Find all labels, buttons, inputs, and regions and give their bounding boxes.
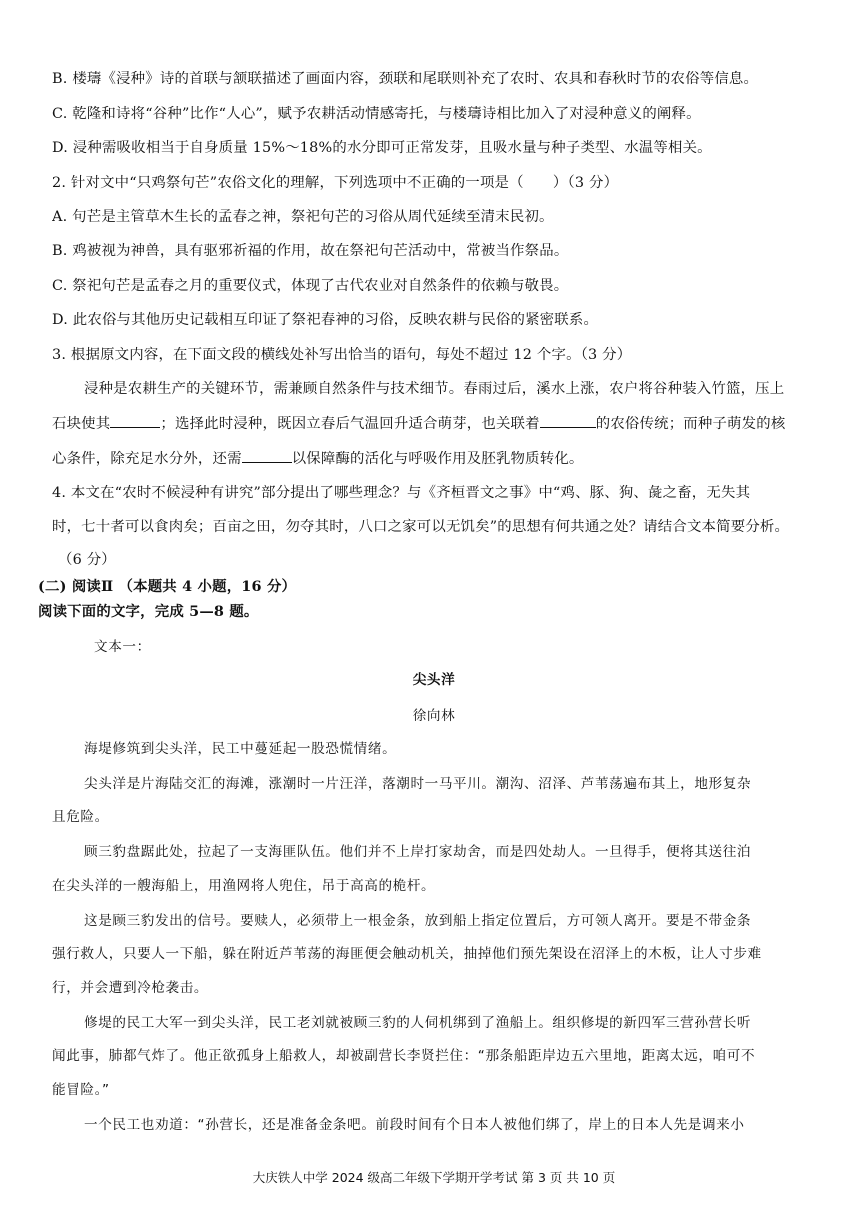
story-paragraph: 这是顾三豹发出的信号。要赎人，必须带上一根金条，放到船上指定位置后，方可领人离开。要是不带金条: [84, 913, 752, 929]
fill-blank-3[interactable]: [242, 448, 292, 463]
q3-text: 石块使其: [52, 416, 111, 432]
story-paragraph-cont: 能冒险。”: [52, 1082, 110, 1098]
story-paragraph: 顾三豹盘踞此处，拉起了一支海匪队伍。他们并不上岸打家劫舍，而是四处劫人。一旦得手，便将其送往泊: [84, 844, 752, 860]
story-paragraph: 尖头洋是片海陆交汇的海滩，涨潮时一片汪洋，落潮时一马平川。潮沟、沼泽、芦苇荡遍布其上，地形复杂: [84, 776, 752, 792]
story-paragraph: 修堤的民工大军一到尖头洋，民工老刘就被顾三豹的人伺机绑到了渔船上。组织修堤的新四军三营孙营长听: [84, 1015, 752, 1031]
q2-option-a: A. 句芒是主管草木生长的孟春之神，祭祀句芒的习俗从周代延续至清末民初。: [52, 209, 554, 225]
story-paragraph-cont: 且危险。: [52, 809, 109, 825]
section-heading: (二) 阅读Ⅱ （本题共 4 小题，16 分）: [38, 578, 297, 595]
story-paragraph-cont: 闻此事，肺都气炸了。他正欲孤身上船救人，却被副营长李贤拦住：“那条船距岸边五六里地，距离太远，咱可不: [52, 1048, 756, 1064]
q2-stem: 2. 针对文中“只鸡祭句芒”农俗文化的理解，下列选项中不正确的一项是（ ）（3 分）: [52, 175, 619, 191]
fill-blank-1[interactable]: [110, 413, 160, 428]
fill-blank-2[interactable]: [540, 413, 596, 428]
q3-text: ；选择此时浸种，既因立春后气温回升适合萌芽，也关联着: [160, 416, 540, 432]
q1-option-d: D. 浸种需吸收相当于自身质量 15%～18%的水分即可正常发芽，且吸水量与种子类型、水温等相关。: [52, 140, 712, 156]
story-paragraph-cont: 强行救人，只要人一下船，躲在附近芦苇荡的海匪便会触动机关，抽掉他们预先架设在沼泽上的木板，让人寸步难: [52, 946, 762, 962]
q4-score: （6 分）: [58, 552, 116, 568]
q3-text: 的农俗传统；而种子萌发的核: [595, 416, 786, 432]
q1-option-b: B. 楼璹《浸种》诗的首联与颔联描述了画面内容，颈联和尾联则补充了农时、农具和春秋时节的农俗等信息。: [52, 71, 759, 87]
story-paragraph-cont: 在尖头洋的一艘海船上，用渔网将人兜住，吊于高高的桅杆。: [52, 878, 436, 894]
q3-passage-line2: [52, 413, 822, 434]
q3-passage-line3: [52, 448, 822, 469]
story-author: 徐向林: [412, 708, 456, 724]
q1-option-c: C. 乾隆和诗将“谷种”比作“人心”，赋予农耕活动情感寄托，与楼璹诗相比加入了对浸种意义的阐释。: [52, 106, 701, 122]
story-paragraph: 海堤修筑到尖头洋，民工中蔓延起一股恐慌情绪。: [84, 741, 397, 757]
q3-text: 心条件，除充足水分外，还需: [52, 451, 242, 467]
q4-stem-line2: 时，七十者可以食肉矣；百亩之田，勿夺其时，八口之家可以无饥矣”的思想有何共通之处？请结合文本简要分析。: [52, 519, 790, 535]
q2-option-b: B. 鸡被视为神兽，具有驱邪祈福的作用，故在祭祀句芒活动中，常被当作祭品。: [52, 243, 569, 259]
q4-stem-line1: 4. 本文在“农时不候浸种有讲究”部分提出了哪些理念？与《齐桓晋文之事》中“鸡、豚、狗、彘之畜，无失其: [52, 485, 751, 501]
q3-text: 以保障酶的活化与呼吸作用及胚乳物质转化。: [291, 451, 584, 467]
story-title: 尖头洋: [412, 672, 456, 688]
section-instruction: 阅读下面的文字，完成 5—8 题。: [38, 603, 259, 620]
q3-passage-line1: 浸种是农耕生产的关键环节，需兼顾自然条件与技术细节。春雨过后，溪水上涨，农户将谷种装入竹篮，压上: [84, 381, 785, 397]
page-footer: 大庆铁人中学 2024 级高二年级下学期开学考试 第 3 页 共 10 页: [252, 1170, 616, 1185]
q2-option-d: D. 此农俗与其他历史记载相互印证了祭祀春神的习俗，反映农耕与民俗的紧密联系。: [52, 312, 599, 328]
story-paragraph-cont: 行，并会遭到冷枪袭击。: [52, 980, 209, 996]
q2-option-c: C. 祭祀句芒是孟春之月的重要仪式，体现了古代农业对自然条件的依赖与敬畏。: [52, 278, 569, 294]
text-label: 文本一：: [94, 639, 151, 655]
q3-stem: 3. 根据原文内容，在下面文段的横线处补写出恰当的语句，每处不超过 12 个字。（3 分）: [52, 347, 632, 363]
story-paragraph: 一个民工也劝道：“孙营长，还是准备金条吧。前段时间有个日本人被他们绑了，岸上的日本人先是调来小: [84, 1117, 745, 1133]
